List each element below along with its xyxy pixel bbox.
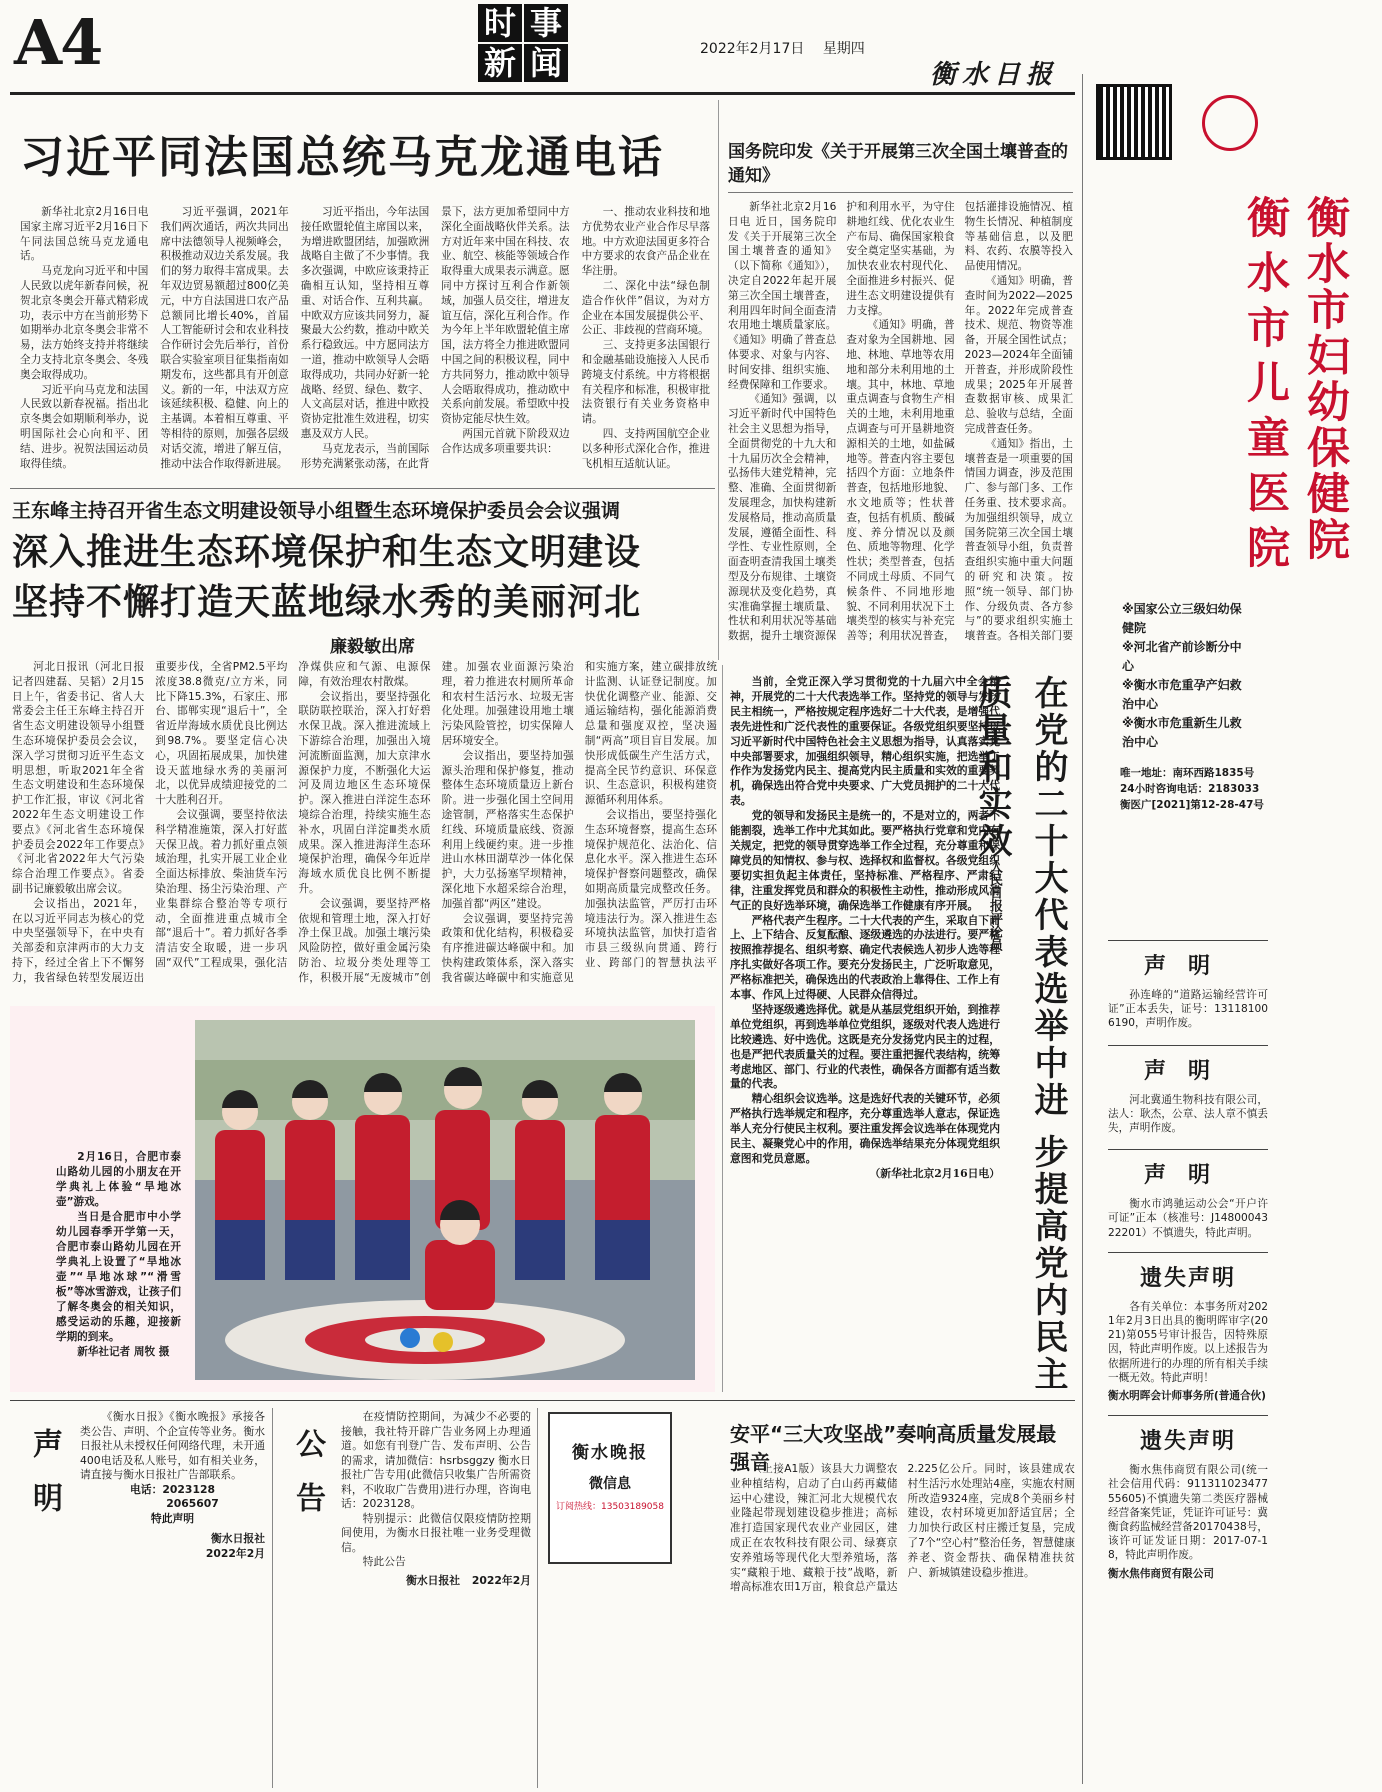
story3-subline: 廉毅敏出席 bbox=[330, 637, 415, 657]
notice-block bbox=[1108, 1415, 1268, 1587]
hospital-address: 唯一地址：南环西路1835号 bbox=[1120, 767, 1255, 779]
notice-signer: 衡水明晖会计师事务所(普通合伙) bbox=[1108, 1390, 1266, 1403]
notice-title: 声明 bbox=[1143, 1058, 1232, 1084]
story2-body bbox=[728, 200, 1073, 655]
kids-curling-photo bbox=[195, 1020, 695, 1380]
notice-block bbox=[1108, 1252, 1268, 1409]
story1-p: 习近平强调，2021年我们两次通话，两次共同出席中法德领导人视频峰会，积极推动双边关系发展。我们的努力取得丰富成果。去年双边贸易额超过800亿美元，中方自法国进口农产品总额同比增长40%，首届人工智能研讨会和农业科技合作研讨会先后举行，首份联合实验室项目征集指南如期发布，这些都具有开创意义。新的一年，中法双方应该延续积极、稳健、向上的主基调。本着相互尊重、平等相待的原则，加强各层级对话交流，增进了解互信，推动中法合作取得新进展。 bbox=[160, 206, 289, 470]
header-rule bbox=[10, 92, 1075, 95]
notice-block bbox=[1108, 1045, 1268, 1142]
date-text: 2022年2月17日 bbox=[700, 41, 805, 57]
shengming-phone2: 2065607 bbox=[166, 1497, 219, 1510]
bottom-gonggao bbox=[275, 1408, 538, 1788]
badge: ※国家公立三级妇幼保健院 bbox=[1122, 602, 1242, 635]
notice-block bbox=[1108, 1149, 1268, 1246]
story2-p: 《通知》强调，以习近平新时代中国特色社会主义思想为指导，全面贯彻党的十九大和十九届历次全会精神，弘扬伟大建党精神，完整、准确、全面贯彻新发展理念，加快构建新发展格局，推动高质量发展，遵循全面性、科学性、专业性原则，全面查明查清我国土壤类型及分布规律、土壤资源现状及变化趋势，真实准确掌握土壤质量、性状和利用状况等基础数据，提升土壤资源保护和利用水平，为守住耕地红线、优化农业生产布局、确保国家粮食安全奠定坚实基础，为加快农业农村现代化、全面推进乡村振兴、促进生态文明建设提供有力支撑。 bbox=[728, 201, 955, 643]
wanbao-tel: 订阅热线：13503189058 bbox=[556, 1502, 664, 1512]
story1-headline: 习近平同法国总统马克龙通电话 bbox=[20, 132, 664, 183]
story3-p: 会议指出，要坚持强化生态环境督察，提高生态环境保护规范化、法治化、信息化水平。深入推进生态环境保护督察问题整改，确保如期高质量完成整改任务。加强执法监管，严厉打击环境违法行为。深入推进生态环境执法监管，加快打造省市县三级纵向贯通、跨行业、跨部门的智慧执法平 bbox=[584, 808, 717, 969]
story2-p: 《通知》明确，普查时间为2022—2025年。2022年完成普查技术、规范、物资等准备，开展全国性试点；2023—2024年全面铺开普查，并形成阶段性成果；2025年开展普查数据审核、成果汇总、验收与总结，全面完成普查任务。 bbox=[964, 274, 1073, 435]
notice-text: 各有关单位：本事务所对2021年2月3日出具的衡明晖审字(2021)第055号审计报告，因特殊原因，特此声明作废。以上述报告为依据所进行的办理的所有相关手续一概无效。特此声明！ bbox=[1108, 1300, 1268, 1384]
hospital-license: 衡医广[2021]第12-28-47号 bbox=[1120, 799, 1264, 811]
story3-top-rule bbox=[10, 488, 715, 489]
story3-headline-2: 坚持不懈打造天蓝地绿水秀的美丽河北 bbox=[12, 582, 642, 623]
bottom-story-p: （上接A1版）该县大力调整农业种植结构，启动了白山药再藏储运中心建设，辣汇河北大规模代农业隆起带现划建设稳步推进；高标准打造国家现代农业产业园区，建成正在农牧科技有限公司、绿赛京安养殖场等现代化大型养殖场，落实“藏粮于地、藏粮于技”战略，新增高标准农田1万亩，粮食总产量达2.225亿公斤。同时，该县建成农村生活污水处理站4座，实施农村厕所改造9324座，完成8个美丽乡村建设，农村环境更加舒适宜居；全力加快行政区村庄搬迁复垦，完成了7个“空心村”整治任务，智慧健康养老、资金帮扶、确保精准扶贫户、新城镇建设稳步推进。 bbox=[730, 1463, 1075, 1594]
caption-credit: 新华社记者 周牧 摄 bbox=[77, 1346, 170, 1358]
story3-headline-1: 深入推进生态环境保护和生态文明建设 bbox=[12, 532, 642, 573]
section-char-2: 事 bbox=[524, 4, 568, 42]
story3-kicker: 王东峰主持召开省生态文明建设领导小组暨生态环境保护委员会会议强调 bbox=[12, 500, 621, 522]
hospital-ad bbox=[1090, 80, 1370, 810]
photo-illustration bbox=[195, 1020, 695, 1380]
editorial-p: 党的领导和发扬民主是统一的，不是对立的，两者不能割裂，选举工作中尤其如此。要严格执行党章和党内有关规定，把党的领导贯穿选举工作全过程，充分尊重和保障党员的知情权、参与权、选择权和监督权。各级党组织要切实担负起主体责任，坚持标准、严格程序、严肃纪律，注重发挥党员和群众的积极性主动性，推动形成风清气正的良好选举环境，确保选举工作健康有序开展。 bbox=[730, 809, 1000, 912]
shengming-title: 声明 bbox=[27, 1428, 62, 1536]
shengming-body bbox=[80, 1410, 265, 1561]
badge: ※衡水市危重新生儿救治中心 bbox=[1122, 716, 1242, 749]
gonggao-title: 公告 bbox=[290, 1428, 325, 1536]
editorial-headline: 在党的二十大代表选举中进 步提高党内民主质量和实效 bbox=[972, 675, 1068, 1393]
story1-p: 习近平向马克龙和法国人民致以新春祝福。指出北京冬奥会如期顺利举办，说明国际社会心向和平、团结、进步。祝贺法国运动员取得佳绩。 bbox=[20, 383, 149, 470]
notice-title: 声明 bbox=[1143, 1163, 1232, 1189]
gonggao-closing: 特此公告 bbox=[362, 1555, 406, 1568]
shengming-signer: 衡水日报社 bbox=[211, 1532, 265, 1545]
story2-p: 《通知》指出，土壤普查是一项重要的国情国力调查，涉及范围广、参与部门多、工作任务重、技术要求高。为加强组织领导，成立国务院第三次全国土壤普查领导小组，负责普查组织实施中重大问题的研究和决策。按照“统一领导、部门协作、分级负责、各方参与”的要求组织实施土壤普查。各相关部门要 bbox=[964, 437, 1073, 643]
caption-title: 2月16日，合肥市泰山路幼儿园的小朋友在开学典礼上体验“旱地冰壶”游戏。 bbox=[56, 1151, 181, 1208]
shengming-text: 《衡水日报》《衡水晚报》承接各类公告、声明、个企宣传等业务。衡水日报社从未授权任何网络代理，未开通400电话及私人账号，如有相关业务，请直接与衡水日报社广告部联系。 bbox=[80, 1410, 265, 1481]
wanbao-wechat-box bbox=[548, 1412, 672, 1564]
story1-p: 马克龙向习近平和中国人民致以虎年新春问候，祝贺北京冬奥会开幕式精彩成功，表示中方在当前形势下如期举办北京冬奥会非常不易，法方始终支持并将继续全力支持北京冬奥会、冬残奥会取得成功。 bbox=[20, 265, 149, 381]
story3-p: 会议强调，要坚持严格依规和管理土地，深入打好净土保卫战。加强土壤污染风险防控，做好重金属污染防治、垃圾分类处理等工作，积极开展“无废城市”创建。加强农业面源污染治理，着力推进农村厕所革命和农村生活污水、垃圾无害化处理。加强建设用地土壤污染风险管控，切实保障人居环境安全。 bbox=[298, 661, 574, 984]
shengming-date: 2022年2月 bbox=[205, 1546, 265, 1560]
shengming-phone: 电话：2023128 bbox=[130, 1482, 215, 1496]
editorial-p: 坚持逐级遴选择优。就是从基层党组织开始，到推荐单位党组织，再到选举单位党组织，逐级对代表人选进行比较遴选、好中选优。这既是充分发扬党内民主的过程，也是严把代表质量关的过程。要注重把握代表结构，统筹考虑地区、部门、行业的代表性，确保各方面都有适当数量的代表。 bbox=[730, 1002, 1000, 1091]
hospital-badges bbox=[1122, 600, 1252, 752]
gonggao-special: 特别提示：此微信仅限疫情防控期间使用，为衡水日报社唯一业务受理微信。 bbox=[341, 1511, 531, 1554]
story2-p: 新华社北京2月16日电 近日，国务院印发《关于开展第三次全国土壤普查的通知》（以下简称《通知》），决定自2022年起开展第三次全国土壤普查，利用四年时间全面查清农用地土壤质量家底。《通知》明确了普查总体要求、对象与内容、时间安排、组织实施、经费保障和工作要求。 bbox=[728, 201, 837, 391]
issue-date bbox=[700, 38, 865, 58]
bottom-story-headline: 安平“三大攻坚战”奏响高质量发展最强音 bbox=[730, 1422, 1057, 1474]
gonggao-text: 在疫情防控期间，为减少不必要的接触，我社特开辟广告业务网上办理通道。如您有刊登广告、发布声明、公告的需求，请加微信：hsrbsggzy 衡水日报社广告专用(此微信只收集广告所需资料，不收取广告费用)进行办理，咨询电话：2023128。 bbox=[341, 1410, 531, 1510]
story1-p: 习近平指出，今年法国接任欧盟轮值主席国以来，为增进欧盟团结，加强欧洲战略自主做了不少事情。我多次强调，中欧应该秉持正确相互认知，坚持相互尊重、对话合作、互利共赢。中欧双方应该共同努力，凝聚最大公约数，推动中欧关系行稳致远。中方愿同法方一道，推动中欧领导人会晤取得成功，共同办好新一轮战略、经贸、绿色、数字、人文高层对话，推进中欧投资协定批准生效进程，切实惠及双方人民。 bbox=[300, 206, 430, 440]
story3-p: 会议指出，要坚持强化联防联控联治，深入打好碧水保卫战。深入推进流域上下游综合治理，加强出入境河流断面监测，加大京津水源保护力度，不断强化大运河及周边地区生态环境保护。深入推进白洋淀生态环境综合治理，持续实施生态补水，巩固白洋淀Ⅲ类水质成果。深入推进海洋生态环境保护治理，确保今年近岸海域水质优良比例不断提升。 bbox=[298, 690, 431, 895]
photo-caption bbox=[56, 1150, 181, 1360]
notice-title: 声明 bbox=[1143, 954, 1232, 979]
wanbao-logo: 衡水晚报 bbox=[572, 1443, 648, 1463]
story2-headline: 国务院印发《关于开展第三次全国土壤普查的通知》 bbox=[728, 142, 1068, 186]
notice-title: 遗失声明 bbox=[1139, 1265, 1236, 1291]
editorial-p: 当前，全党正深入学习贯彻党的十九届六中全会精神，开展党的二十大代表选举工作。坚持党的领导与发扬民主相统一，严格按规定程序选好二十大代表，是增强代表先进性和广泛代表性的重要保证。各级党组织要坚持以习近平新时代中国特色社会主义思想为指导，认真落实党中央部署要求，加强组织领导，精心组织实施，把选举工作作为发扬党内民主、提高党内民主质量和实效的重要契机，确保选出符合党中央要求、广大党员拥护的二十大代表。 bbox=[730, 675, 1000, 808]
shengming-special: 特此声明 bbox=[150, 1511, 195, 1525]
qr-code bbox=[1096, 84, 1172, 160]
notice-text: 衡水市鸿驰运动公会“开户许可证”正本（核准号：J1480004322201）不慎遗失，特此声明。 bbox=[1108, 1198, 1268, 1239]
section-char-1: 时 bbox=[478, 4, 522, 42]
notices-column bbox=[1108, 940, 1268, 1587]
story1-p: 二、深化中法“绿色制造合作伙伴”倡议，为对方企业在本国发展提供公平、公正、非歧视的营商环境。 bbox=[581, 279, 710, 337]
story3-p: 会议指出，2021年，在以习近平同志为核心的党中央坚强领导下，在中央有关部委和京津两市的大力支持下，经过全省上下不懈努力，我省绿色转型发展迈出重要步伐，全省PM2.5平均浓度38.8微克/立方米，同比下降15.3%，石家庄、邢台、邯郸实现“退后十”，全省近岸海域水质优良比例达到98.7%。要坚定信心决心，巩固拓展成果，加快建设天蓝地绿水秀的美丽河北，以优异成绩迎接党的二十大胜利召开。 bbox=[12, 661, 288, 984]
col-divider bbox=[718, 100, 719, 660]
story3-p: 会议强调，要坚持依法科学精准施策，深入打好蓝天保卫战。着力抓好重点领域治理，扎实开展工业企业全面达标排放、柴油货车污染治理、扬尘污染治理、产业集群综合整治等专项行动，全面推进重点城市全部“退后十”。着力抓好各季清洁安全取暖，进一步巩固“双代”工程成果，强化洁净煤供应和气源、电源保障，有效治理农村散煤。 bbox=[155, 661, 431, 969]
section-char-4: 闻 bbox=[524, 44, 568, 82]
story1-p: 一、推动农业科技和地方优势农业产业合作尽早落地。中方欢迎法国更多符合中方要求的农食产品企业在华注册。 bbox=[581, 206, 710, 278]
badge: ※河北省产前诊断分中心 bbox=[1122, 640, 1242, 673]
wanbao-sub: 微信息 bbox=[589, 1476, 631, 1492]
editorial-body bbox=[730, 675, 1000, 1365]
badge: ※衡水市危重孕产妇救治中心 bbox=[1122, 678, 1242, 711]
story3-body bbox=[12, 660, 717, 995]
hospital-seal-icon bbox=[1202, 95, 1258, 151]
bottom-story-body bbox=[730, 1462, 1075, 1784]
story3-p: 会议指出，要坚持加强源头治理和保护修复，推动整体生态环境质量迈上新台阶。进一步强化国土空间用途管制，严格落实生态保护红线、环境质量底线、资源利用上线硬约束。进一步推进山水林田湖草沙一体化保护，大力弘扬塞罕坝精神，深化地下水超采综合治理，加强首都“两区”建设。 bbox=[441, 749, 574, 910]
story3-p: 河北日报讯（河北日报记者四建磊、吴韬）2月15日上午，省委书记、省人大常委会主任王东峰主持召开省生态文明建设领导小组暨生态环境保护委员会会议，深入学习贯彻习近平生态文明思想，听取2021年全省生态文明建设和生态环境保护工作汇报，审议《河北省2022年生态文明建设工作要点》《河北省生态环境保护委员会2022年工作要点》《河北省2022年大气污染综合治理工作要点》。省委副书记廉毅敏出席会议。 bbox=[12, 661, 145, 895]
bottom-shengming bbox=[10, 1408, 273, 1788]
hospital-name-1: 衡水市妇幼保健院 bbox=[1300, 195, 1350, 563]
story1-p: 四、支持两国航空企业以多种形式深化合作，推进飞机相互适航认证。 bbox=[581, 427, 710, 470]
col-divider bbox=[722, 665, 723, 1392]
bottom-rule bbox=[10, 1400, 1075, 1401]
editorial-p: （新华社北京2月16日电） bbox=[869, 1166, 1000, 1180]
notice-text: 衡水焦伟商贸有限公司(统一社会信用代码：91131102347755605)不慎遗失第二类医疗器械经营备案凭证，凭证许可证号：冀衡食药监械经营备20170438号，该许可证发证日期：2017-07-18，特此声明作废。 bbox=[1108, 1464, 1268, 1562]
masthead-name: 衡水日报 bbox=[930, 60, 1059, 90]
notice-text: 河北冀通生物科技有限公司，法人：耿杰，公章、法人章不慎丢失，声明作废。 bbox=[1108, 1093, 1268, 1135]
editorial-byline: 人民日报评论员 bbox=[987, 860, 1002, 951]
gonggao-signer bbox=[341, 1574, 531, 1589]
notice-text: 孙连峰的“道路运输经营许可证”正本丢失，证号：131181006190，声明作废。 bbox=[1108, 989, 1268, 1030]
story2-rule bbox=[728, 192, 1073, 193]
story1-body bbox=[20, 205, 710, 475]
hospital-contact bbox=[1120, 765, 1280, 813]
notice-title: 遗失声明 bbox=[1139, 1429, 1236, 1455]
gonggao-body bbox=[341, 1410, 531, 1588]
notice-block bbox=[1108, 940, 1268, 1037]
editorial-p: 严格代表产生程序。二十大代表的产生，采取自下而上、上下结合、反复酝酿、逐级遴选的办法进行。要严格按照推荐提名、组织考察、确定代表候选人初步人选等程序扎实做好各项工作。要充分发扬民主，广泛听取意见，严格标准把关，确保选出的代表政治上靠得住、工作上有本事、作风上过得硬、人民群众信得过。 bbox=[730, 913, 1000, 1002]
story2-p: 《通知》明确，普查对象为全国耕地、园地、林地、草地等农用地和部分未利用地的土壤。其中，林地、草地重点调查与食物生产相关的土地，未利用地重点调查与可开垦耕地资源相关的土地，如盐碱地等。普查内容主要包括四个方面：立地条件普查，包括地形地貌、水文地质等；性状普查，包括有机质、酸碱度、养分情况以及颜色、质地等物理、化学性状；类型普查，包括不同成土母质、不同气候条件、不同地形地貌、不同利用状况下土壤类型的核实与补充完善等；利用状况普查，包括灌排设施情况、植物生长情况、种植制度等基础信息，以及肥料、农药、农膜等投入品使用情况。 bbox=[846, 201, 1073, 643]
story1-p: 三、支持更多法国银行和金融基础设施接入人民币跨境支付系统。中方将根据有关程序和标准，积极审批法资银行有关业务资格申请。 bbox=[581, 339, 710, 426]
weekday-text: 星期四 bbox=[822, 41, 865, 57]
editorial-p: 精心组织会议选举。这是选好代表的关键环节，必须严格执行选举规定和程序，充分尊重选举人意志，保证选举人充分行使民主权利。要注重发挥会议选举在体现党内民主、凝聚党心中的作用，确保选举结果充分体现党组织意图和党员意愿。 bbox=[730, 1092, 1000, 1165]
story1-p: 马克龙表示，当前国际形势充满紧张动荡，在此背景下，法方更加希望同中方深化全面战略伙伴关系。法方对近年来中国在科技、农业、航空、核能等领域合作取得重大成果表示满意。愿同中方探讨互利合作新领域，加强人员交往，增进友谊互信，深化互利合作。作为今年上半年欧盟轮值主席国，法方将全力推进欧盟同中国之间的积极议程，同中方共同努力，推动欧中领导人会晤取得成功，推动欧中关系向前发展。希望欧中投资协定能尽快生效。 bbox=[300, 206, 570, 470]
hospital-name-2: 衡水市儿童医院 bbox=[1240, 195, 1290, 580]
section-logo bbox=[478, 4, 570, 84]
caption-body: 当日是合肥市中小学幼儿园春季开学第一天，合肥市泰山路幼儿园在开学典礼上设置了“旱地冰壶”“旱地冰球”“滑雪板”等冰雪游戏，让孩子们了解冬奥会的相关知识，感受运动的乐趣，迎接新学期的到来。 bbox=[56, 1211, 181, 1343]
notice-signer: 衡水焦伟商贸有限公司 bbox=[1108, 1567, 1214, 1580]
gonggao-date: 2022年2月 bbox=[471, 1573, 531, 1587]
story1-p: 两国元首就下阶段双边合作达成多项重要共识： bbox=[441, 427, 570, 455]
page-number: A4 bbox=[14, 6, 102, 79]
hospital-hotline: 24小时咨询电话：2183033 bbox=[1120, 783, 1260, 795]
qr-vertical-title bbox=[1094, 195, 1164, 595]
story1-p: 新华社北京2月16日电 国家主席习近平2月16日下午同法国总统马克龙通电话。 bbox=[20, 206, 149, 263]
story3-p: 会议强调，要坚持完善政策和优化结构，积极稳妥有序推进碳达峰碳中和。加快构建政策体系，深入落实我省碳达峰碳中和实施意见和实施方案，建立碳排放统计监测、认证登记制度。加快优化调整产业、能源、交通运输结构，强化能源消费总量和强度双控，坚决遏制“两高”项目盲目发展。加快形成低碳生产生活方式，提高全民节约意识、环保意识、生态意识，积极构建资源循环利用体系。 bbox=[441, 661, 717, 984]
gonggao-signer-name: 衡水日报社 bbox=[406, 1573, 461, 1587]
section-char-3: 新 bbox=[478, 44, 522, 82]
